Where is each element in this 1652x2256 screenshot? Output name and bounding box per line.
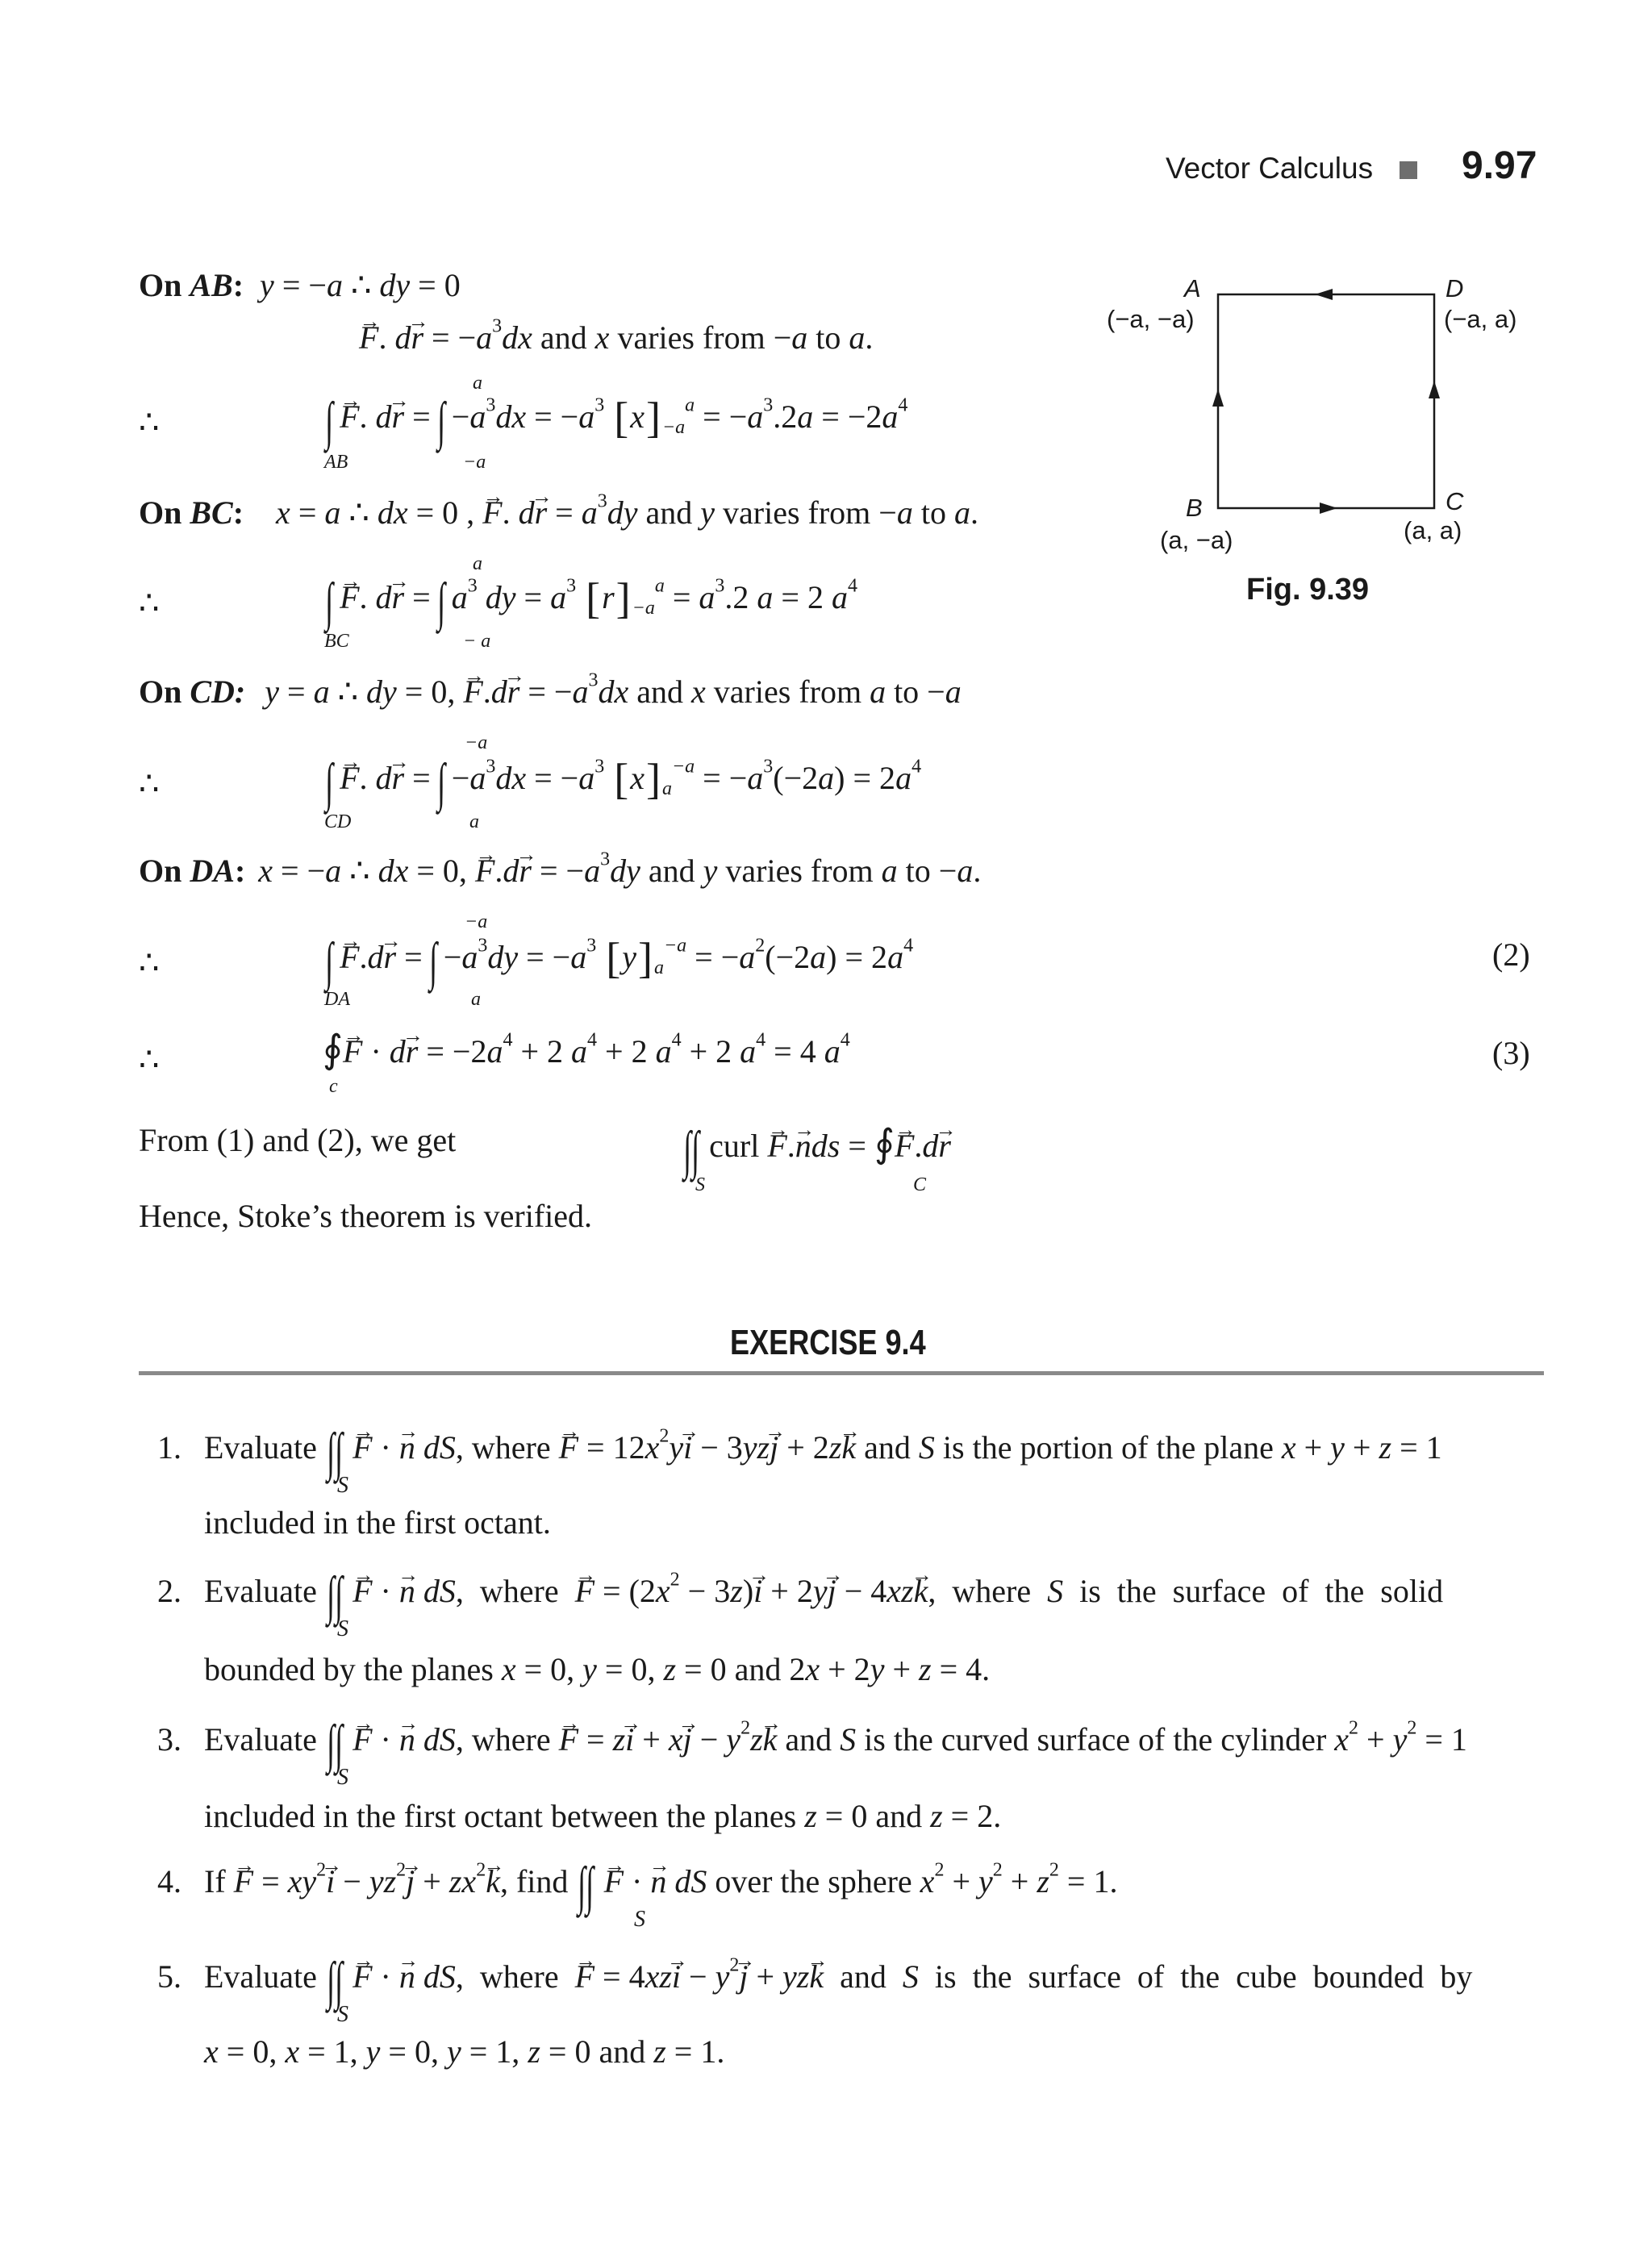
exercise-item-2: 2. Evaluate ∫∫ → F · → n dS, where → $F = (2x^2 - 3z)\to i + 2y\to j - 4xz\to k$, where S is the surface of the solid bbox=[157, 1570, 1443, 1623]
closed-lim-label: c bbox=[329, 1076, 338, 1097]
figure-caption: Fig. 9.39 bbox=[1246, 573, 1370, 607]
cd-therefore: ∴ bbox=[139, 765, 160, 802]
cd-line: On CD: y = a ∴ dy = 0, → $F.d\to r = -a^3dx$ and x varies from a to −a bbox=[139, 673, 962, 711]
closed-integral-line: ∮→ $F \cdot d\to r = -2a^4 + 2$ $a^4 + 2$ $a^4 + 2$ $a^4 = 4$ $a^4$ bbox=[323, 1031, 850, 1071]
bc-lim-label: BC bbox=[324, 631, 349, 652]
ab-lim-label: AB bbox=[324, 452, 348, 473]
ab-lim-lower: −a bbox=[463, 452, 486, 473]
vertex-b-coord: (a, −a) bbox=[1160, 526, 1233, 554]
exercise-rule bbox=[139, 1371, 1544, 1375]
header-square-marker bbox=[1400, 161, 1417, 179]
item-3-lim-s: S bbox=[337, 1765, 348, 1790]
bc-therefore: ∴ bbox=[139, 585, 160, 621]
conclusion-text: Hence, Stoke’s theorem is verified. bbox=[139, 1198, 593, 1234]
closed-therefore: ∴ bbox=[139, 1041, 160, 1078]
running-header-title: Vector Calculus bbox=[1166, 152, 1374, 185]
bc-heading: On BC: bbox=[139, 494, 244, 531]
item-1-lim-s: S bbox=[337, 1473, 348, 1498]
ab-therefore: ∴ bbox=[139, 404, 160, 440]
cd-integral-line: ∫ → F. d→ r = ∫ $-a^3dx = -a^3$ $[x]_a^{-a} = -a^3(-2a) = 2a^4$ bbox=[327, 757, 921, 810]
ab-integral-line: ∫ → F. d→ r = ∫ $-a^3dx = -a^3$ $[x]_{-a}^a = -a^3.2a = -2a^4$ bbox=[327, 395, 907, 448]
vertex-a-coord: (−a, −a) bbox=[1107, 305, 1195, 333]
da-lim-label: DA bbox=[324, 989, 350, 1010]
exercise-item-1: 1. Evaluate ∫∫ → F · → n dS, where → $F = 12x^2y\to i - 3yz\to j + 2z\to k$ and S is the portion of the plane x + y + z = 1 bbox=[157, 1426, 1442, 1479]
bc-lim-lower: − a bbox=[463, 631, 491, 652]
vertex-a-label: A bbox=[1184, 274, 1201, 302]
vertex-c-coord: (a, a) bbox=[1404, 516, 1462, 544]
page-number: 9.97 bbox=[1462, 144, 1537, 187]
exercise-title: EXERCISE 9.4 bbox=[730, 1323, 926, 1362]
ab-lim-upper: a bbox=[473, 373, 482, 394]
exercise-item-2-line2: bounded by the planes x = 0, y = 0, z = 0 and 2x + 2y + z = 4. bbox=[204, 1651, 991, 1687]
cd-lim-label: CD bbox=[324, 811, 352, 832]
da-lim-lower: a bbox=[471, 989, 481, 1010]
item-2-lim-s: S bbox=[337, 1616, 348, 1641]
cd-heading: On CD: bbox=[139, 673, 246, 710]
exercise-item-5-line2: x = 0, x = 1, y = 0, y = 1, z = 0 and z = 1. bbox=[204, 2033, 725, 2070]
arrow-right-icon bbox=[1429, 381, 1440, 398]
ab-condition-line: On AB: y = −a ∴ dy = 0 bbox=[139, 267, 461, 303]
equation-number-3: (3) bbox=[1492, 1035, 1530, 1071]
da-line: On DA: x = −a ∴ dx = 0, → $F.d\to r = -a^3dy$ and y varies from a to −a. bbox=[139, 852, 981, 890]
arrow-left-icon bbox=[1212, 389, 1224, 407]
stokes-lim-s: S bbox=[695, 1174, 705, 1195]
da-lim-upper: −a bbox=[465, 911, 488, 932]
exercise-item-5: 5. Evaluate ∫∫ → F · → n dS, where → $F = 4xz\to i - y^2\to j + yz\to k$ and S is the surface of the cube bounded by bbox=[157, 1955, 1472, 2008]
item-5-lim-s: S bbox=[337, 2002, 348, 2027]
vertex-c-label: C bbox=[1446, 487, 1464, 515]
bc-line: On BC: x = a ∴ dx = 0 , → F. $d\to r = a^3dy$ and y varies from −a to a. bbox=[139, 494, 978, 532]
exercise-item-3-line2: included in the first octant between the planes z = 0 and z = 2. bbox=[204, 1798, 1002, 1834]
vertex-b-label: B bbox=[1186, 494, 1203, 522]
equation-number-2: (2) bbox=[1492, 936, 1530, 973]
ab-heading: On AB: bbox=[139, 267, 244, 303]
from-text: From (1) and (2), we get bbox=[139, 1122, 457, 1158]
da-integral-line: ∫ → F.d→ r = ∫ $-a^3dy = -a^3$ $[y]_a^{-a} = -a^2(-2a) = 2a^4$ bbox=[327, 936, 913, 989]
cd-lim-lower: a bbox=[469, 811, 479, 832]
ab-integrand-line: → F. $d\to r = -a^3dx$ and x varies from −a to a. bbox=[359, 319, 873, 357]
exercise-item-1-line2: included in the first octant. bbox=[204, 1504, 551, 1541]
cd-lim-upper: −a bbox=[465, 732, 488, 753]
exercise-item-3: 3. Evaluate ∫∫ → F · → n dS, where → $F = z\to i + x\to j - y^2z\to k$ and S is the curved surface of the cylinder $x^2 + y^2 = 1$ bbox=[157, 1718, 1467, 1771]
arrow-bottom-icon bbox=[1320, 502, 1337, 514]
bc-lim-upper: a bbox=[473, 553, 482, 574]
stokes-equation: ∫∫ curl → F.→ nds = ∮→ F.d→ r bbox=[682, 1124, 951, 1178]
stokes-lim-c: C bbox=[913, 1174, 927, 1195]
item-4-lim-s: S bbox=[634, 1907, 645, 1932]
square-path bbox=[1218, 294, 1434, 508]
bc-integral-line: ∫ → F. d→ r = ∫ $a^3$ dy = $a^3$ $[r]_{-a}^a = a^3.2$ a = 2 $a^4$ bbox=[327, 576, 857, 629]
arrow-top-icon bbox=[1315, 289, 1333, 300]
da-heading: On DA: bbox=[139, 853, 246, 889]
vertex-d-label: D bbox=[1446, 274, 1464, 302]
da-therefore: ∴ bbox=[139, 945, 160, 981]
exercise-item-4: 4. $If \to F = xy^2\to i - yz^2\to j + zx^2\to k$, find ∫∫ → F · → n dS over the sphere $x^2 + y^2 + z^2 = 1$. bbox=[157, 1860, 1117, 1913]
vertex-d-coord: (−a, a) bbox=[1444, 305, 1517, 333]
